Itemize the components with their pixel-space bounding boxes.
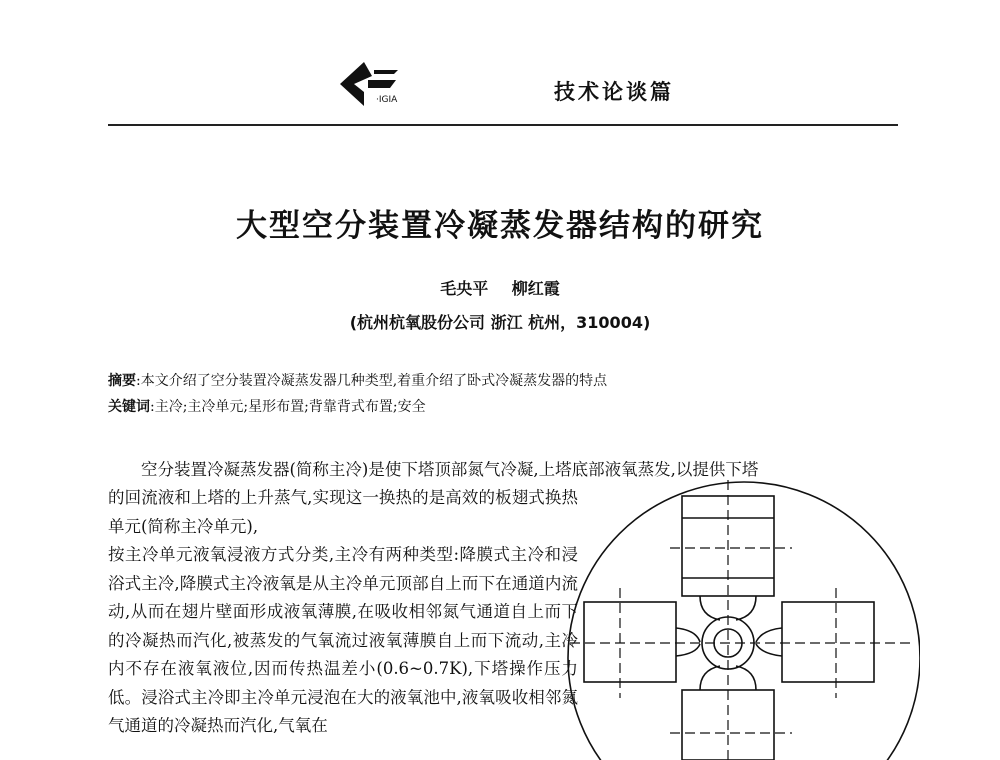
logo-mark-icon — [340, 62, 372, 106]
keywords-text: :主冷;主冷单元;星形布置;背靠背式布置;安全 — [150, 399, 426, 415]
section-title: 技术论谈篇 — [554, 79, 674, 104]
abstract-label: 摘要 — [108, 373, 136, 389]
unit-right — [782, 602, 874, 682]
abstract-text: :本文介绍了空分装置冷凝蒸发器几种类型,着重介绍了卧式冷凝蒸发器的特点 — [136, 373, 608, 389]
header-rule — [108, 124, 898, 126]
keywords — [108, 396, 426, 416]
keywords-label: 关键词 — [108, 399, 150, 415]
condenser-star-diagram — [560, 478, 920, 760]
abstract — [108, 370, 607, 390]
paper-title: 大型空分装置冷凝蒸发器结构的研究 — [236, 208, 764, 244]
body-column — [108, 484, 578, 741]
authors: 毛央平 柳红霞 — [440, 279, 560, 298]
logo-text: ·IGIA — [376, 95, 398, 105]
journal-logo — [334, 58, 424, 110]
body-paragraph-1: 的回流液和上塔的上升蒸气,实现这一换热的是高效的板翅式换热单元(简称主冷单元), — [108, 488, 578, 536]
body-paragraph-2: 按主冷单元液氧浸液方式分类,主冷有两种类型:降膜式主冷和浸浴式主冷,降膜式主冷液氧是从主冷单元顶部自上而下在通道内流动,从而在翅片壁面形成液氧薄膜,在吸收相邻氮气通道自上而下的冷凝热而汽化,被蒸发的气氧流过液氧薄膜自上而下流动,主冷内不存在液氧液位,因而传热温差小(0.6~0.7K),下塔操作压力低。浸浴式主冷即主冷单元浸泡在大的液氧池中,液氧吸收相邻氮气通道的冷凝热而汽化,气氧在 — [108, 545, 578, 735]
affiliation: (杭州杭氧股份公司 浙江 杭州，310004) — [349, 313, 651, 332]
vessel-outline — [568, 482, 920, 760]
body-first-line: 空分装置冷凝蒸发器(简称主冷)是使下塔顶部氮气冷凝,上塔底部液氧蒸发,以提供下塔 — [141, 460, 759, 479]
unit-left — [584, 602, 676, 682]
